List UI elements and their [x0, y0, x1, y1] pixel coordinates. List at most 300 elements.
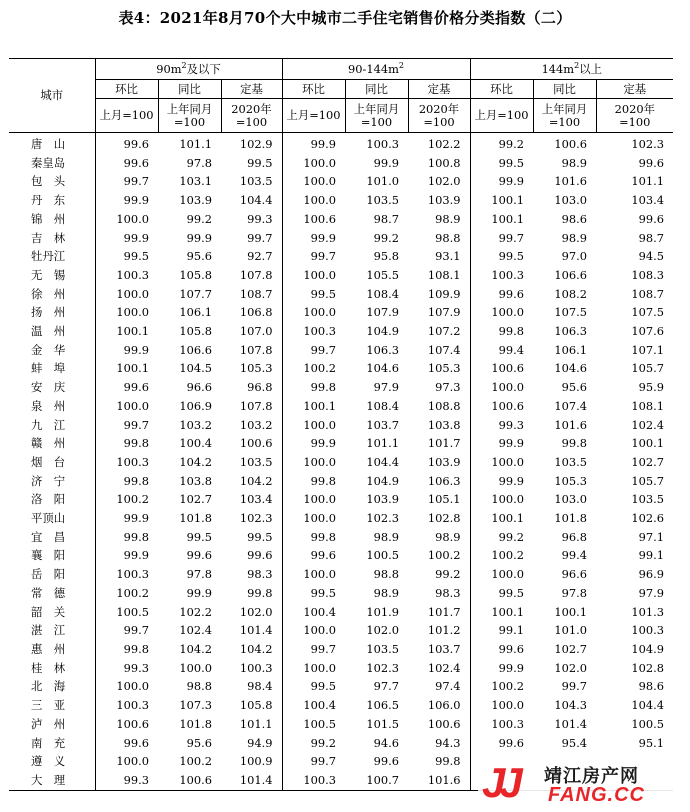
col-header-base-mom: [282, 99, 345, 133]
index-value: 102.6: [631, 511, 665, 526]
index-value: 101.6: [408, 771, 470, 790]
index-value: 100.0: [303, 623, 336, 638]
table-row: [9, 528, 673, 547]
index-value: 101.1: [179, 137, 212, 151]
index-value: 99.2: [498, 137, 525, 151]
index-value: 103.4: [631, 193, 665, 208]
index-value: 102.3: [366, 660, 399, 675]
index-value: 108.7: [221, 285, 282, 304]
city-name: 唐 山: [9, 133, 95, 154]
index-value: 102.0: [221, 603, 282, 622]
index-value: 99.8: [310, 529, 336, 544]
index-value: 99.1: [498, 623, 525, 638]
index-value: 94.5: [638, 249, 665, 264]
index-value: 108.4: [366, 286, 399, 301]
index-value: 98.9: [408, 210, 470, 229]
index-value: 100.1: [631, 436, 665, 451]
index-value: 97.9: [638, 585, 665, 600]
index-value: 107.1: [631, 342, 665, 357]
index-value: 107.8: [221, 341, 282, 360]
col-header-yoy: 同比: [345, 80, 408, 99]
city-name: 南 充: [9, 734, 95, 753]
index-value: 99.8: [123, 529, 149, 544]
index-value: 99.7: [123, 417, 149, 432]
city-name: 湛 江: [9, 621, 95, 640]
index-value: 100.5: [303, 716, 336, 731]
index-value: 100.1: [116, 361, 149, 376]
table-row: [9, 191, 673, 210]
index-value: 99.7: [221, 229, 282, 248]
col-header-base-fixed: [221, 99, 282, 133]
index-value: 99.9: [310, 230, 336, 245]
index-value: 103.8: [179, 473, 212, 488]
table-row: [9, 453, 673, 472]
index-value: 100.3: [491, 267, 525, 282]
city-name: 赣 州: [9, 434, 95, 453]
index-value: 105.1: [408, 490, 470, 509]
index-value: 100.2: [116, 492, 149, 507]
index-value: 105.8: [179, 324, 212, 339]
base-line-1: 上年同月: [166, 101, 213, 116]
index-value: 98.9: [373, 529, 399, 544]
index-value: 107.8: [221, 266, 282, 285]
city-name: 秦皇岛: [9, 154, 95, 173]
index-value: 100.0: [116, 754, 149, 769]
city-name: 安 庆: [9, 378, 95, 397]
index-value: 101.0: [554, 623, 588, 638]
index-value: 100.3: [221, 659, 282, 678]
index-value: 95.8: [373, 249, 399, 264]
index-value: 96.6: [561, 567, 588, 582]
index-value: 102.8: [408, 509, 470, 528]
index-value: 102.3: [366, 511, 399, 526]
index-value: 98.9: [561, 155, 588, 170]
index-value: 104.4: [366, 454, 399, 469]
index-value: 99.2: [373, 230, 399, 245]
city-name: 济 宁: [9, 472, 95, 491]
index-value: 103.2: [221, 416, 282, 435]
index-value: 99.6: [310, 548, 336, 563]
index-value: 107.4: [408, 341, 470, 360]
index-value: 100.3: [631, 623, 665, 638]
watermark-url: FANG.CC: [548, 784, 645, 806]
index-value: 98.9: [408, 528, 470, 547]
index-value: 108.4: [366, 398, 399, 413]
index-value: 99.7: [310, 249, 336, 264]
city-name: 扬 州: [9, 303, 95, 322]
index-value: 108.8: [408, 397, 470, 416]
index-value: 100.0: [303, 193, 336, 208]
table-row: [9, 285, 673, 304]
index-value: 101.1: [366, 436, 399, 451]
index-value: 103.0: [554, 492, 588, 507]
index-value: 100.1: [491, 193, 525, 208]
index-value: 100.0: [491, 380, 525, 395]
table-row: [9, 715, 673, 734]
index-value: 100.0: [491, 567, 525, 582]
index-value: 105.7: [631, 361, 665, 376]
index-value: 100.5: [366, 548, 399, 563]
index-value: 101.3: [631, 604, 665, 619]
index-value: 103.5: [366, 641, 399, 656]
index-value: 100.1: [491, 604, 525, 619]
city-name: 常 德: [9, 584, 95, 603]
index-value: 100.6: [491, 398, 525, 413]
index-value: 103.5: [631, 492, 665, 507]
index-value: 99.7: [498, 230, 525, 245]
index-value: 100.3: [366, 137, 399, 151]
table-row: [9, 229, 673, 248]
index-value: 101.9: [366, 604, 399, 619]
index-value: 107.0: [221, 322, 282, 341]
col-header-base-mom: [470, 99, 533, 133]
index-value: 104.2: [221, 472, 282, 491]
index-value: 100.7: [345, 771, 408, 790]
index-value: 104.4: [221, 191, 282, 210]
index-value: 100.1: [554, 604, 588, 619]
index-value: 99.7: [310, 342, 336, 357]
table-row: [9, 696, 673, 715]
table-row: [9, 472, 673, 491]
index-value: 100.2: [491, 548, 525, 563]
index-value: 100.1: [491, 511, 525, 526]
index-value: 97.8: [186, 567, 212, 582]
index-value: 94.3: [408, 734, 470, 753]
index-value: 100.0: [116, 305, 149, 320]
watermark-site-name: 靖江房产网: [544, 766, 639, 787]
city-name: 北 海: [9, 677, 95, 696]
index-value: 107.9: [366, 305, 399, 320]
index-value: 106.6: [179, 342, 212, 357]
index-value: 99.6: [498, 735, 525, 750]
table-row: [9, 621, 673, 640]
index-value: 106.1: [554, 342, 588, 357]
city-name: 无 锡: [9, 266, 95, 285]
index-value: 107.8: [221, 397, 282, 416]
col-header-base-fixed: [596, 99, 673, 133]
index-value: 100.0: [116, 398, 149, 413]
index-value: 99.7: [123, 174, 149, 189]
index-value: 102.7: [631, 454, 665, 469]
index-value: 96.9: [638, 567, 665, 582]
base-line-2: =100: [173, 114, 206, 129]
index-value: 104.3: [554, 698, 588, 713]
index-value: 104.2: [179, 454, 212, 469]
base-line-1: 上月=100: [286, 108, 341, 122]
city-name: 三 亚: [9, 696, 95, 715]
index-value: 98.8: [373, 567, 399, 582]
index-value: 100.3: [282, 771, 345, 790]
index-value: 103.8: [408, 416, 470, 435]
index-value: 103.5: [366, 193, 399, 208]
index-value: 99.8: [498, 324, 525, 339]
city-name: 大 理: [9, 771, 95, 790]
index-value: 100.0: [116, 286, 149, 301]
index-value: 100.2: [303, 361, 336, 376]
index-value: 102.4: [408, 659, 470, 678]
index-value: 98.9: [561, 230, 588, 245]
index-value: 103.9: [408, 191, 470, 210]
table-row: [9, 303, 673, 322]
index-value: 100.6: [221, 434, 282, 453]
table-row: [9, 603, 673, 622]
index-value: 102.2: [179, 604, 212, 619]
table-row: [9, 734, 673, 753]
index-value: 100.6: [408, 715, 470, 734]
city-name: 遵 义: [9, 752, 95, 771]
index-value: 99.7: [123, 623, 149, 638]
index-value: 99.2: [310, 735, 336, 750]
index-value: 95.1: [638, 735, 665, 750]
index-value: 103.7: [366, 417, 399, 432]
index-value: 99.7: [310, 754, 336, 769]
index-value: 103.5: [221, 453, 282, 472]
index-value: 97.9: [373, 380, 399, 395]
table-row: [9, 397, 673, 416]
index-value: 105.3: [554, 473, 588, 488]
base-line-1: 上月=100: [474, 108, 529, 122]
index-value: 100.4: [179, 436, 212, 451]
index-value: 97.0: [561, 249, 588, 264]
index-value: 101.1: [631, 174, 665, 189]
index-value: 95.4: [561, 735, 588, 750]
index-value: 104.6: [366, 361, 399, 376]
table-row: [9, 490, 673, 509]
index-value: 99.6: [123, 137, 149, 151]
index-value: 99.8: [123, 436, 149, 451]
index-value: 102.8: [631, 660, 665, 675]
index-value: 99.6: [498, 286, 525, 301]
index-value: 95.9: [638, 380, 665, 395]
index-value: 98.6: [561, 211, 588, 226]
site-watermark: [478, 758, 684, 808]
price-index-table: [9, 58, 673, 791]
index-value: 100.1: [303, 398, 336, 413]
index-value: 95.6: [186, 249, 212, 264]
index-value: 95.6: [186, 735, 212, 750]
col-header-base-fixed: [408, 99, 470, 133]
index-value: 101.4: [554, 716, 588, 731]
city-name: 泉 州: [9, 397, 95, 416]
index-value: 99.9: [498, 174, 525, 189]
index-value: 104.6: [554, 361, 588, 376]
watermark-logo: JJ: [482, 759, 517, 806]
index-value: 101.6: [554, 174, 588, 189]
table-row: [9, 509, 673, 528]
city-name: 金 华: [9, 341, 95, 360]
table-row: [9, 210, 673, 229]
index-value: 101.8: [554, 511, 588, 526]
index-value: 99.5: [498, 249, 525, 264]
index-value: 102.3: [631, 137, 665, 151]
index-value: 100.5: [116, 604, 149, 619]
index-value: 99.9: [123, 548, 149, 563]
index-value: 101.5: [366, 716, 399, 731]
index-value: 108.7: [631, 286, 665, 301]
index-value: 100.0: [303, 567, 336, 582]
index-value: 99.6: [186, 548, 212, 563]
index-value: 100.3: [303, 324, 336, 339]
table-row: [9, 359, 673, 378]
index-value: 100.0: [303, 267, 336, 282]
index-value: 99.3: [498, 417, 525, 432]
index-value: 100.0: [303, 454, 336, 469]
col-header-base-yoy: [345, 99, 408, 133]
table-row: [9, 341, 673, 360]
base-line-2: =100: [619, 114, 651, 129]
index-value: 103.9: [366, 492, 399, 507]
index-value: 100.0: [491, 454, 525, 469]
index-value: 101.8: [179, 511, 212, 526]
base-line-2: =100: [360, 114, 393, 129]
col-header-mom: 环比: [282, 80, 345, 99]
index-value: 107.3: [179, 698, 212, 713]
table-row: [9, 434, 673, 453]
index-value: 104.5: [179, 361, 212, 376]
index-value: 99.6: [123, 380, 149, 395]
index-value: 98.3: [408, 584, 470, 603]
col-header-base-mom: [95, 99, 158, 133]
index-value: 99.5: [186, 529, 212, 544]
index-value: 99.3: [221, 210, 282, 229]
index-value: 100.3: [491, 716, 525, 731]
index-value: 100.4: [303, 604, 336, 619]
index-value: 99.8: [221, 584, 282, 603]
index-value: 100.0: [116, 679, 149, 694]
index-value: 98.7: [638, 230, 665, 245]
index-value: 100.2: [408, 546, 470, 565]
index-value: 98.6: [638, 679, 665, 694]
index-value: 108.2: [554, 286, 588, 301]
city-name: 烟 台: [9, 453, 95, 472]
base-line-2: =100: [423, 114, 455, 129]
index-value: 99.2: [498, 529, 525, 544]
index-value: 100.0: [179, 660, 212, 675]
table-row: [9, 266, 673, 285]
index-value: 107.7: [179, 286, 212, 301]
index-value: 100.0: [303, 417, 336, 432]
city-name: 丹 东: [9, 191, 95, 210]
index-value: 97.7: [373, 679, 399, 694]
city-name: 包 头: [9, 172, 95, 191]
col-header-mom: 环比: [95, 80, 158, 99]
index-value: 98.4: [221, 677, 282, 696]
index-value: 100.5: [631, 716, 665, 731]
index-value: 99.6: [498, 641, 525, 656]
index-value: 99.1: [638, 548, 665, 563]
index-value: 99.5: [123, 249, 149, 264]
index-value: 99.5: [310, 286, 336, 301]
index-value: 98.8: [408, 229, 470, 248]
base-line-1: 2020年: [231, 101, 272, 116]
index-value: 106.5: [366, 698, 399, 713]
group-header-medium: $90-144m^2$: [282, 59, 470, 80]
table-row: [9, 416, 673, 435]
index-value: 101.0: [366, 174, 399, 189]
index-value: 107.2: [408, 322, 470, 341]
index-value: 105.3: [221, 359, 282, 378]
index-value: 106.1: [179, 305, 212, 320]
index-value: 100.8: [408, 154, 470, 173]
base-line-2: =100: [548, 114, 581, 129]
index-value: 106.3: [366, 342, 399, 357]
index-value: 106.9: [179, 398, 212, 413]
index-value: 106.0: [408, 696, 470, 715]
index-value: 104.9: [366, 473, 399, 488]
index-value: 100.6: [554, 137, 588, 151]
index-value: 100.3: [116, 698, 149, 713]
city-name: 九 江: [9, 416, 95, 435]
col-header-base-yoy: [158, 99, 221, 133]
index-value: 102.7: [554, 641, 588, 656]
index-value: 101.7: [408, 603, 470, 622]
index-value: 100.2: [116, 585, 149, 600]
index-value: 102.4: [631, 417, 665, 432]
index-value: 104.9: [631, 641, 665, 656]
index-value: 97.1: [638, 529, 665, 544]
index-value: 100.2: [491, 679, 525, 694]
index-value: 99.2: [186, 211, 212, 226]
index-value: 100.6: [303, 211, 336, 226]
index-value: 106.6: [554, 267, 588, 282]
index-value: 103.2: [179, 417, 212, 432]
index-value: 99.9: [186, 585, 212, 600]
index-value: 107.5: [554, 305, 588, 320]
table-title: 表4：2021年8月70个大中城市二手住宅销售价格分类指数（二）: [118, 9, 572, 27]
index-value: 100.6: [158, 771, 221, 790]
index-value: 107.5: [631, 305, 665, 320]
index-value: 99.5: [221, 154, 282, 173]
index-value: 101.4: [221, 621, 282, 640]
index-value: 100.9: [221, 752, 282, 771]
index-value: 103.5: [221, 172, 282, 191]
col-header-yoy: 同比: [158, 80, 221, 99]
city-name: 徐 州: [9, 285, 95, 304]
index-value: 99.9: [373, 155, 399, 170]
index-value: 100.0: [303, 305, 336, 320]
index-value: 99.6: [123, 735, 149, 750]
index-value: 104.9: [366, 324, 399, 339]
index-value: 106.8: [221, 303, 282, 322]
index-value: 100.0: [491, 492, 525, 507]
index-value: 96.6: [186, 380, 212, 395]
index-value: 99.7: [310, 641, 336, 656]
index-value: 94.6: [373, 735, 399, 750]
index-value: 98.3: [221, 565, 282, 584]
index-value: 99.9: [310, 436, 336, 451]
base-line-1: 上年同月: [353, 101, 400, 116]
index-value: 100.2: [179, 754, 212, 769]
index-value: 102.3: [221, 509, 282, 528]
city-column-header: 城市: [9, 59, 95, 133]
index-value: 100.6: [491, 361, 525, 376]
index-value: 107.6: [631, 324, 665, 339]
base-line-1: 上年同月: [541, 101, 588, 116]
base-line-1: 2020年: [418, 101, 460, 116]
table-row: [9, 322, 673, 341]
index-value: 100.0: [303, 660, 336, 675]
index-value: 108.3: [631, 267, 665, 282]
index-value: 100.0: [491, 698, 525, 713]
base-line-1: 上月=100: [99, 108, 154, 122]
index-value: 99.6: [638, 211, 665, 226]
index-value: 100.0: [303, 155, 336, 170]
index-value: 100.0: [491, 305, 525, 320]
index-value: 97.8: [186, 155, 212, 170]
index-value: 99.2: [408, 565, 470, 584]
table-row: [9, 154, 673, 173]
index-value: 102.7: [179, 492, 212, 507]
